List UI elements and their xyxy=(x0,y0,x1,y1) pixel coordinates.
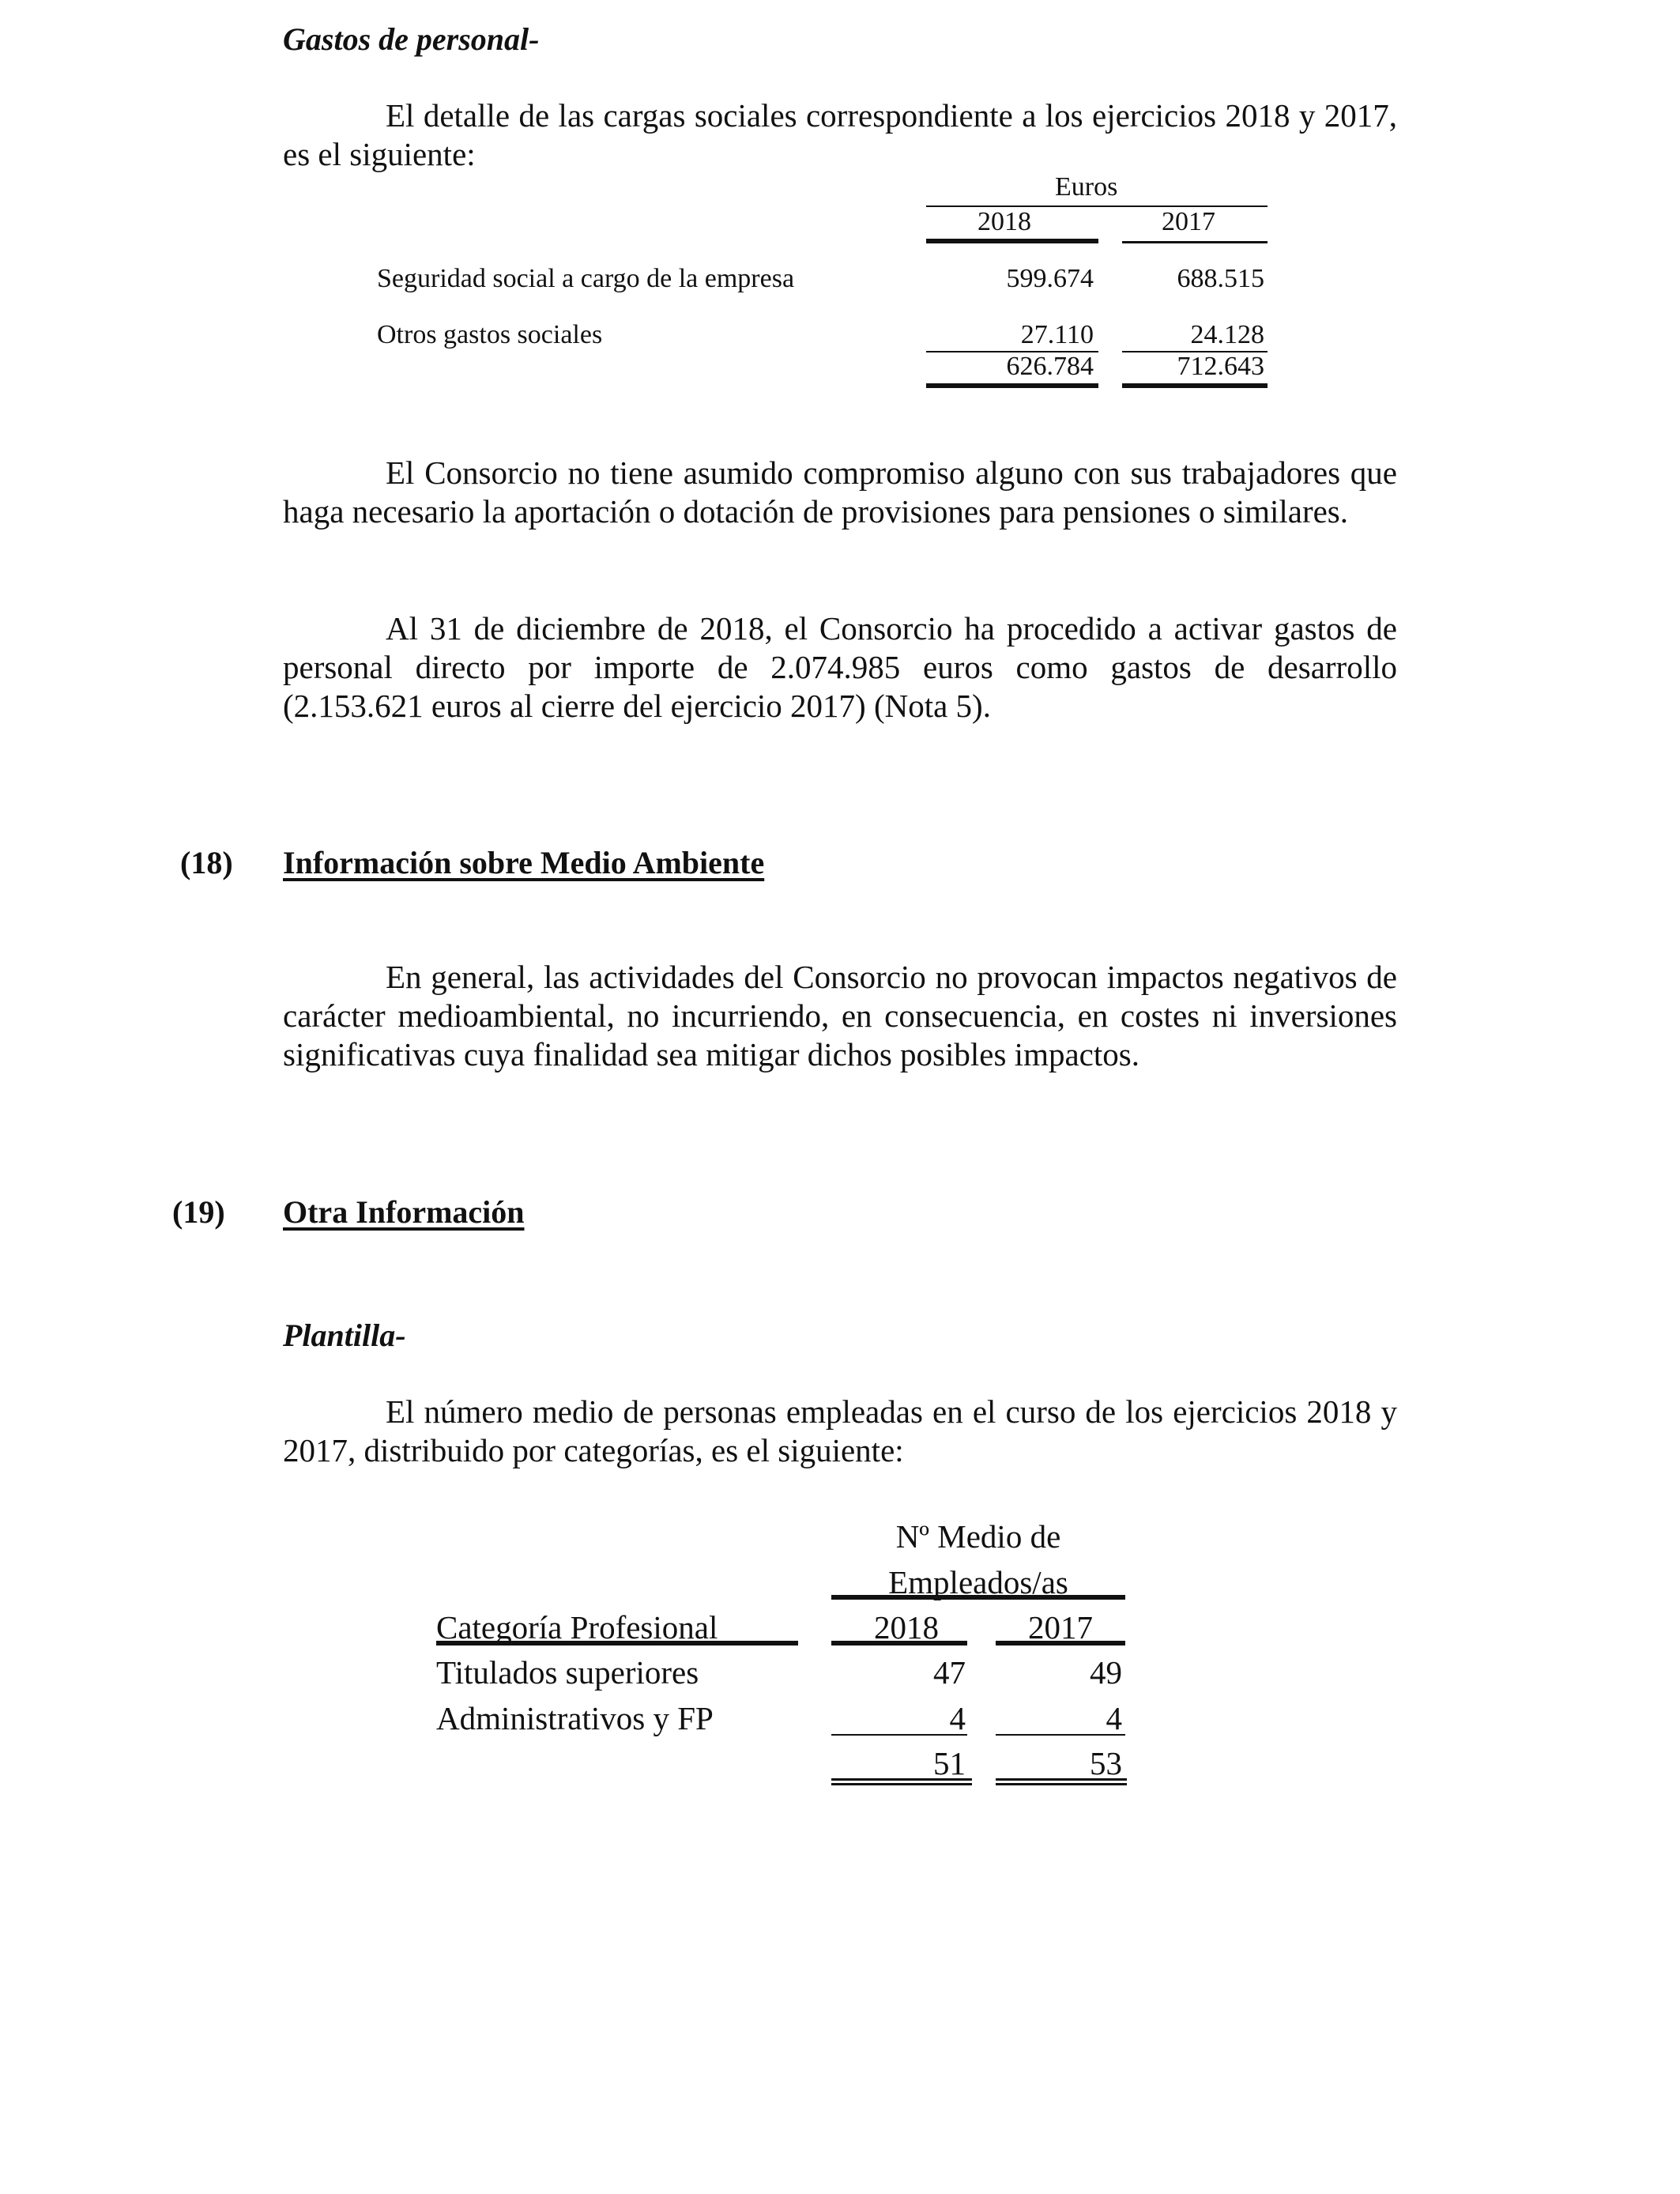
table-header-line1: Nº Medio de xyxy=(895,1518,1061,1555)
table-row-label: Seguridad social a cargo de la empresa xyxy=(377,264,795,293)
table-header-line2: Empleados/as xyxy=(888,1564,1068,1600)
header-double-rule xyxy=(831,1595,1125,1600)
paragraph-text: El número medio de personas empleadas en el curso de los ejercicios 2018 y 2017, distribuido por categorías, es el siguiente: xyxy=(283,1393,1397,1468)
section-title-otra-informacion: Otra Información xyxy=(283,1194,525,1230)
total-double-rule-2017 xyxy=(996,1778,1127,1785)
table-row-label: Titulados superiores xyxy=(436,1654,699,1691)
paragraph-pensiones xyxy=(283,454,1397,531)
paragraph-medio-ambiente xyxy=(283,958,1397,1074)
table-cell-2018: 4 xyxy=(949,1700,966,1736)
table-row-label: Administrativos y FP xyxy=(436,1700,714,1736)
table-total-2018: 51 xyxy=(933,1745,966,1781)
table-total-2017: 712.643 xyxy=(1177,352,1264,381)
paragraph-text: El detalle de las cargas sociales correspondiente a los ejercicios 2018 y 2017, es el siguiente: xyxy=(283,97,1397,172)
table-cell-2017: 688.515 xyxy=(1177,264,1264,293)
total-double-rule-2018 xyxy=(926,383,1098,388)
table-unit-label: Euros xyxy=(1055,172,1118,202)
subtotal-rule-2017 xyxy=(996,1734,1125,1736)
paragraph-plantilla xyxy=(283,1393,1397,1470)
table-row-label: Otros gastos sociales xyxy=(377,320,603,349)
table-total-2017: 53 xyxy=(1090,1745,1122,1781)
table-cell-2018: 599.674 xyxy=(1006,264,1094,293)
column-header-category: Categoría Profesional xyxy=(436,1609,718,1646)
table-cell-2017: 4 xyxy=(1106,1700,1122,1736)
section-number-18: (18) xyxy=(180,845,233,880)
table-cell-2018: 47 xyxy=(933,1654,966,1691)
column-header-2018: 2018 xyxy=(874,1609,939,1646)
paragraph-text: El Consorcio no tiene asumido compromiso alguno con sus trabajadores que haga necesario la aportación o dotación de provisiones para pensiones o similares. xyxy=(283,454,1397,530)
column-header-2017: 2017 xyxy=(1162,207,1215,236)
total-double-rule-2017 xyxy=(1122,383,1268,388)
subheading-plantilla: Plantilla- xyxy=(283,1318,406,1353)
section-number-19: (19) xyxy=(172,1194,225,1230)
table-total-2018: 626.784 xyxy=(1006,352,1094,381)
table-cell-2017: 49 xyxy=(1090,1654,1122,1691)
category-header-rule xyxy=(436,1641,798,1646)
column-2018-header-rule xyxy=(831,1641,967,1646)
paragraph-activacion-gastos xyxy=(283,609,1397,726)
section-title-medio-ambiente: Información sobre Medio Ambiente xyxy=(283,845,765,880)
paragraph-text: En general, las actividades del Consorcio no provocan impactos negativos de carácter medioambiental, no incurriendo, en consecuencia, en costes ni inversiones significativas cuya finalidad sea mitigar dichos posibles impactos. xyxy=(283,959,1397,1072)
subtotal-rule-2018 xyxy=(831,1734,967,1736)
column-header-2018: 2018 xyxy=(977,207,1031,236)
column-header-2017: 2017 xyxy=(1028,1609,1093,1646)
paragraph-cargas-sociales xyxy=(283,96,1397,174)
section-heading-gastos-personal: Gastos de personal- xyxy=(283,21,540,57)
column-2017-header-underline xyxy=(1122,241,1268,243)
column-2018-header-underline xyxy=(926,239,1098,243)
total-double-rule-2018 xyxy=(831,1778,972,1785)
paragraph-text: Al 31 de diciembre de 2018, el Consorcio ha procedido a activar gastos de personal directo por importe de 2.074.985 euros como gastos de desarrollo (2.153.621 euros al cierre del ejercicio 2017) (Nota 5). xyxy=(283,610,1397,724)
column-2017-header-rule xyxy=(996,1641,1125,1646)
table-cell-2017: 24.128 xyxy=(1190,320,1264,349)
table-cell-2018: 27.110 xyxy=(1020,320,1094,349)
